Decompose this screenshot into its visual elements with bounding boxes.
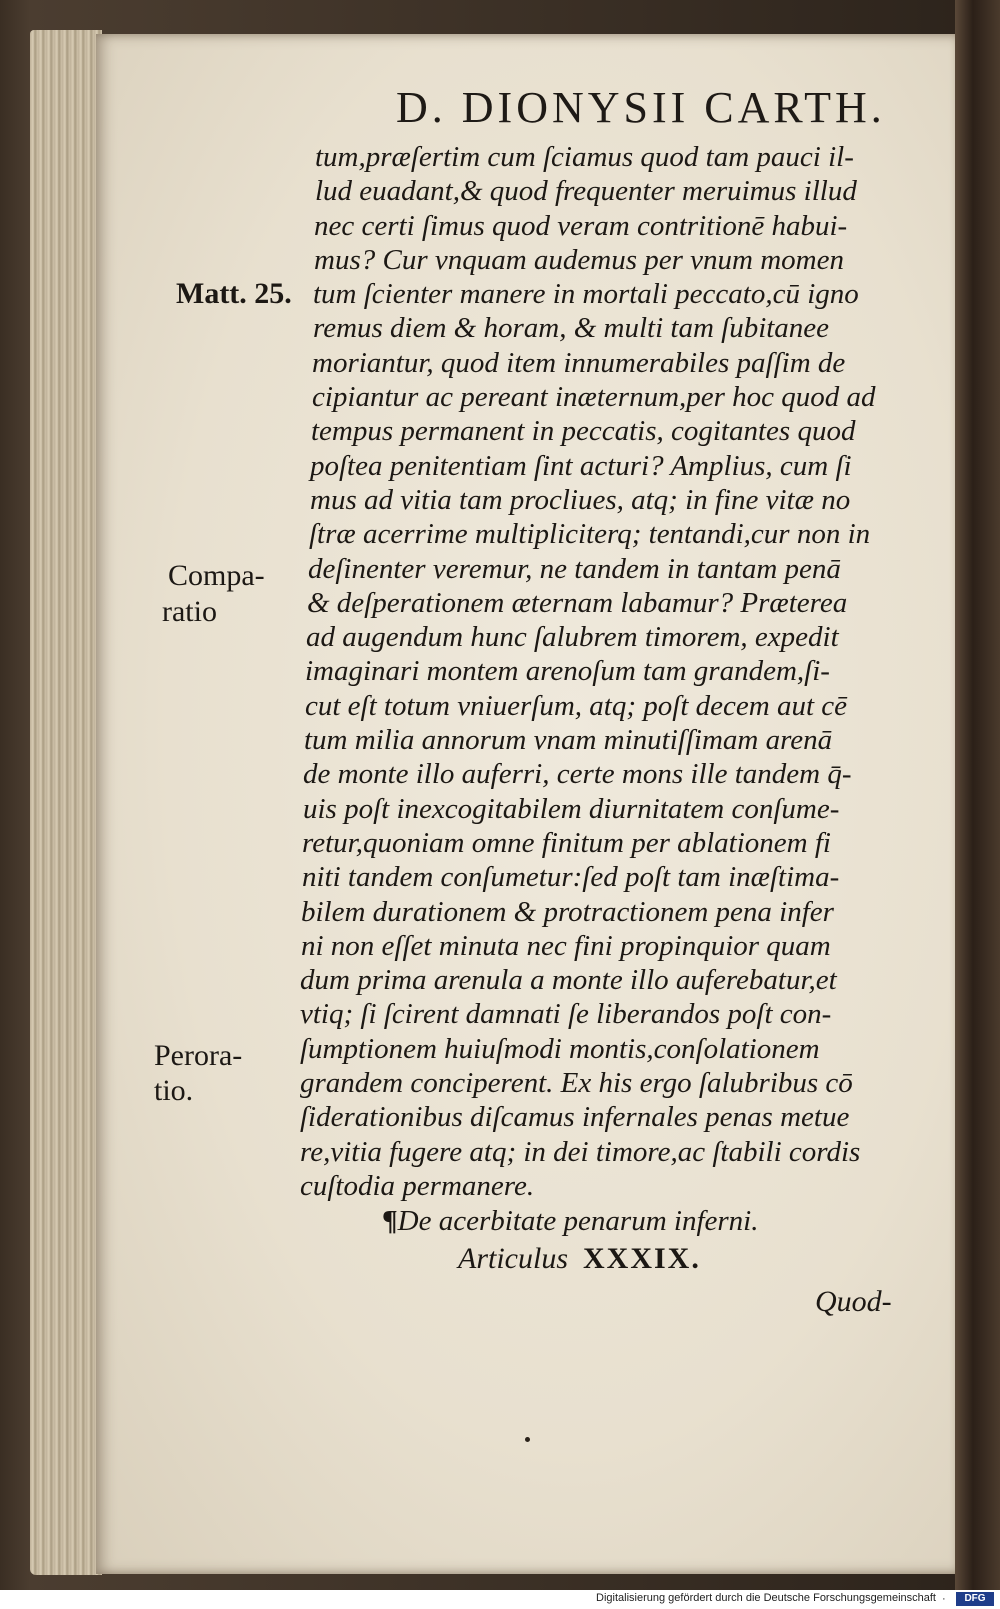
text-line: ad augendum hunc ſalubrem timorem, expedit <box>306 621 839 654</box>
footer-bar <box>0 1590 1000 1609</box>
text-line: tum ſcienter manere in mortali peccato,cū igno <box>313 278 859 311</box>
text-line: imaginari montem arenoſum tam grandem,ſi- <box>305 655 830 688</box>
text-line: deſinenter veremur, ne tandem in tantam penā <box>308 552 841 585</box>
text-line: dum prima arenula a monte illo auferebatur,et <box>300 964 837 997</box>
article-label: Articulus <box>458 1242 568 1275</box>
text-line: cipiantur ac pereant inæternum,per hoc quod ad <box>312 381 876 414</box>
section-rubric <box>382 1205 759 1238</box>
ink-dot <box>525 1437 530 1442</box>
text-line: de monte illo auferri, certe mons ille tandem q̄- <box>303 758 852 791</box>
text-line: ſtræ acerrime multipliciterq; tentandi,cur non in <box>309 518 871 551</box>
text-line: vtiq; ſi ſcirent damnati ſe liberandos poſt con- <box>300 998 832 1031</box>
margin-note-peroratio-2: tio. <box>154 1074 194 1107</box>
rubric-text: De acerbitate penarum inferni. <box>397 1205 759 1237</box>
text-line: tum,præſertim cum ſciamus quod tam pauci il- <box>315 141 854 173</box>
text-line: & deſperationem æternam labamur? Præterea <box>307 586 848 619</box>
article-number: XXXIX. <box>583 1242 701 1275</box>
text-line: remus diem & horam, & multi tam ſubitanee <box>313 312 830 345</box>
dfg-logo-icon: DFG <box>956 1592 994 1606</box>
text-line: bilem durationem & protractionem pena infer <box>301 895 834 928</box>
text-line: re,vitia fugere atq; in dei timore,ac ſtabili cordis <box>300 1135 861 1168</box>
text-line: ſiderationibus diſcamus infernales penas metue <box>300 1101 850 1134</box>
text-line: retur,quoniam omne finitum per ablationem fi <box>302 826 831 859</box>
book-spine <box>955 0 1000 1590</box>
margin-note-matt: Matt. 25. <box>176 277 292 310</box>
running-head: D. DIONYSII CARTH. <box>396 83 886 132</box>
text-line: poſtea penitentiam ſint acturi? Amplius, cum ſi <box>310 449 852 482</box>
catchword: Quod- <box>815 1285 892 1318</box>
pilcrow-icon: ¶ <box>382 1205 398 1237</box>
text-line: ni non eſſet minuta nec fini propinquior quam <box>301 929 831 962</box>
text-line: mus ad vitia tam procliues, atq; in fine vitæ no <box>310 483 851 516</box>
text-line: cut eſt totum vniuerſum, atq; poſt decem aut cē <box>305 689 847 722</box>
text-line: tempus permanent in peccatis, cogitantes quod <box>311 415 856 448</box>
text-line: moriantur, quod item innumerabiles paſſim de <box>312 346 846 379</box>
text-line: uis poſt inexcogitabilem diurnitatem conſume- <box>303 792 840 825</box>
text-line: tum milia annorum vnam minutiſſimam arenā <box>304 724 833 757</box>
margin-note-comparatio-2: ratio <box>162 595 217 628</box>
text-line: lud euadant,& quod frequenter meruimus illud <box>315 175 857 208</box>
book-page-edges <box>30 30 102 1575</box>
article-heading <box>458 1242 701 1276</box>
body-text <box>300 140 960 1203</box>
text-line: mus? Cur vnquam audemus per vnum momen <box>314 243 845 276</box>
text-line: nec certi ſimus quod veram contritionē habui- <box>314 209 848 242</box>
footer-credit: Digitalisierung gefördert durch die Deutsche Forschungsgemeinschaft <box>596 1592 936 1604</box>
text-line: ſumptionem huiuſmodi montis,conſolationem <box>300 1032 820 1065</box>
text-line: niti tandem conſumetur:ſed poſt tam inæſtima- <box>302 861 840 894</box>
margin-note-peroratio-1: Perora- <box>154 1039 243 1072</box>
text-line: cuſtodia permanere. <box>300 1169 535 1202</box>
text-line: grandem conciperent. Ex his ergo ſalubribus cō <box>300 1067 853 1100</box>
footer-separator: · <box>942 1593 946 1605</box>
margin-note-comparatio-1: Compa- <box>168 559 265 592</box>
